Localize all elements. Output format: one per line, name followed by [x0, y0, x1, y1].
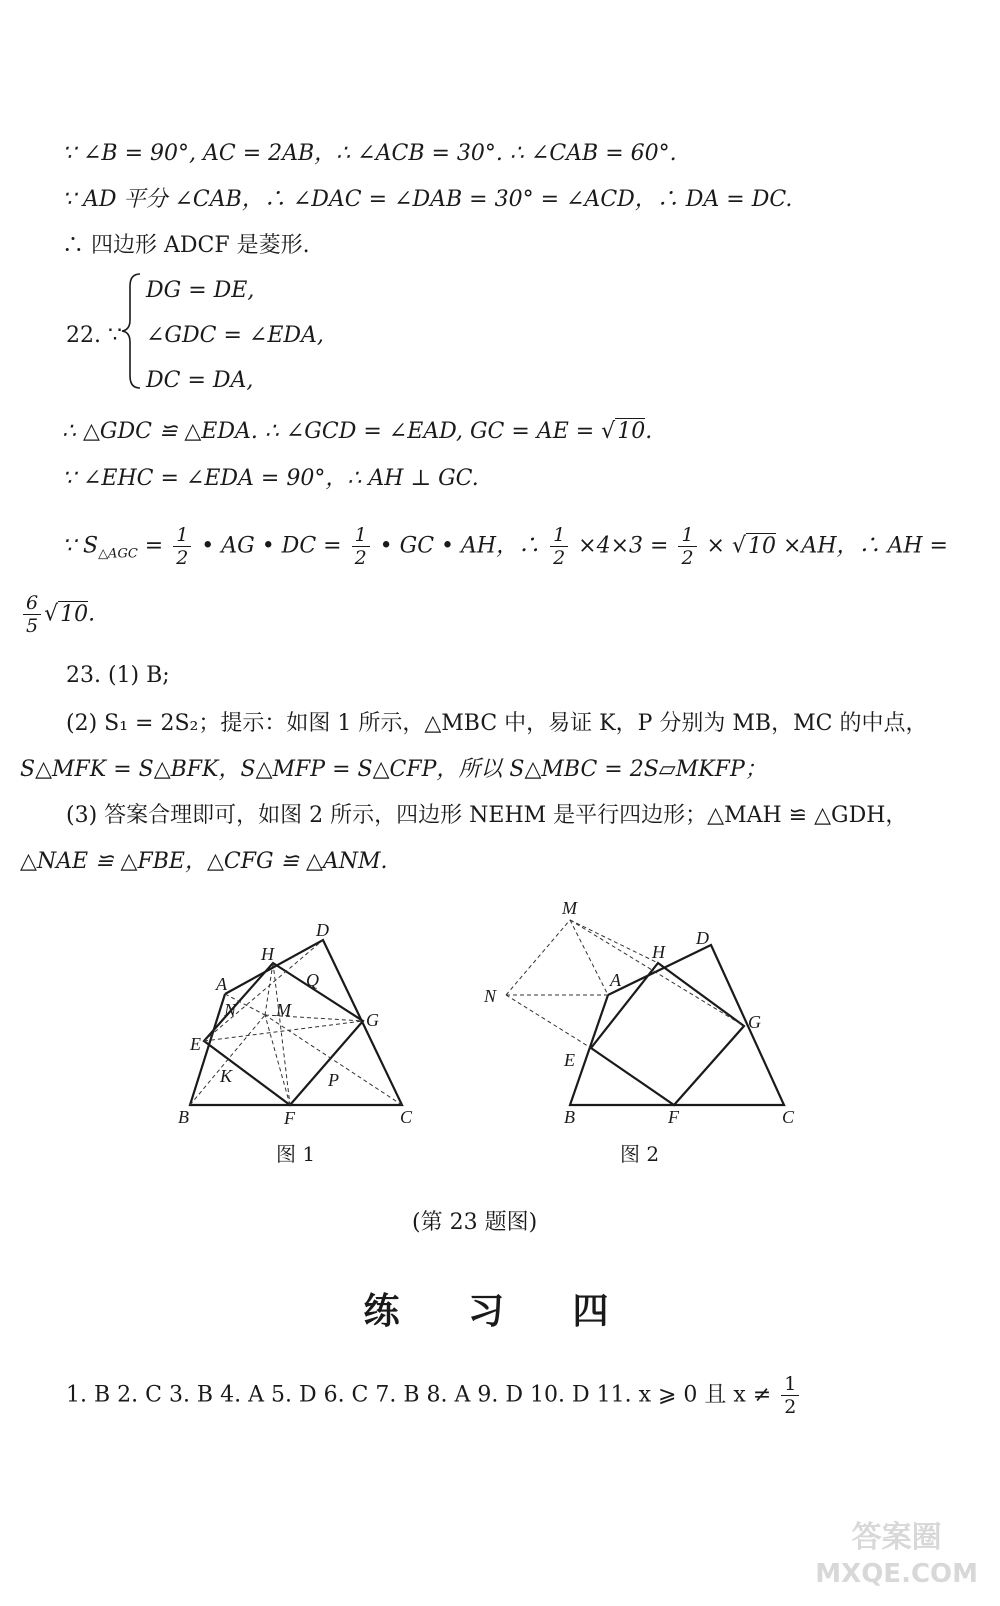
- figure-2-caption: 图 2: [620, 1142, 660, 1166]
- proof-line-6: [62, 524, 948, 569]
- proof-line-4: [62, 418, 652, 446]
- section-title: 练 习 四: [363, 1291, 637, 1332]
- sqrt-symbol-icon: √: [601, 419, 616, 444]
- line-end: .: [645, 419, 653, 444]
- fig2-label-B: B: [564, 1107, 575, 1127]
- answer-line: [66, 1373, 802, 1418]
- fig1-label-C: C: [400, 1107, 413, 1127]
- proof-line-2: ∵ AD 平分 ∠CAB，∴ ∠DAC = ∠DAB = 30° = ∠ACD，∴ DA = DC.: [62, 187, 793, 212]
- fig2-label-N: N: [484, 986, 497, 1006]
- q23-part-3-cont: △NAE ≌ △FBE，△CFG ≌ △ANM.: [20, 849, 388, 874]
- fraction-1: $\frac{1}{2}$: [173, 524, 191, 569]
- sqrt-symbol-icon: √: [44, 601, 59, 627]
- fig1-label-A: A: [216, 974, 227, 994]
- l6-part-b: =: [137, 533, 171, 559]
- q23-part-2: (2) S₁ = 2S₂；提示：如图 1 所示，△MBC 中，易证 K，P 分别为 MB，MC 的中点，: [66, 711, 928, 736]
- l6-part-g: ×AH，∴ AH =: [776, 533, 948, 559]
- l6-part-a: ∵ S: [62, 533, 99, 559]
- fig1-label-H: H: [261, 944, 274, 964]
- q22-condition-3: DC = DA,: [146, 368, 254, 393]
- fig2-label-A: A: [610, 970, 621, 990]
- sqrt-symbol-icon: √: [731, 533, 746, 559]
- sqrt-radicand: 10: [60, 601, 89, 627]
- l6-part-e: ×4×3 =: [571, 533, 676, 559]
- fig1-label-B: B: [178, 1107, 189, 1127]
- proof-line-5: ∵ ∠EHC = ∠EDA = 90°，∴ AH ⊥ GC.: [62, 466, 479, 491]
- fraction-4: $\frac{1}{2}$: [678, 524, 696, 569]
- proof-line-7: [20, 592, 95, 637]
- brace-icon: [118, 272, 144, 390]
- q22-condition-1: DG = DE,: [146, 278, 255, 303]
- fig2-label-C: C: [782, 1107, 795, 1127]
- q23-part-1: 23. (1) B;: [66, 663, 170, 688]
- l6-part-f: ×: [699, 533, 732, 559]
- fig1-label-E: E: [190, 1034, 201, 1054]
- fig1-label-D: D: [316, 920, 329, 940]
- fraction-6-5: $\frac{6}{5}$: [23, 592, 41, 637]
- fraction-3: $\frac{1}{2}$: [550, 524, 568, 569]
- l6-part-d: • GC • AH，∴: [372, 533, 548, 559]
- line-end: .: [88, 601, 96, 627]
- figure-group-caption: (第 23 题图): [412, 1210, 538, 1235]
- q23-part-3: (3) 答案合理即可，如图 2 所示，四边形 NEHM 是平行四边形；△MAH ≌ △GDH，: [66, 803, 908, 828]
- answer-fraction: $\frac{1}{2}$: [781, 1373, 799, 1418]
- fig1-label-M: M: [276, 1000, 291, 1020]
- fig1-label-P: P: [328, 1070, 339, 1090]
- l6-subscript: △AGC: [98, 546, 138, 562]
- watermark-logo: 答案圈 MXQE.COM: [815, 1520, 978, 1589]
- sqrt-radicand: 10: [617, 419, 646, 444]
- l6-part-c: • AG • DC =: [194, 533, 349, 559]
- figure-1-caption: 图 1: [276, 1142, 316, 1166]
- q23-part-2-cont: S△MFK = S△BFK，S△MFP = S△CFP，所以 S△MBC = 2S▱MKFP；: [20, 757, 767, 782]
- fig1-label-K: K: [220, 1066, 233, 1086]
- fig1-label-Q: Q: [306, 970, 319, 990]
- q22-label: 22. ∵: [66, 323, 122, 348]
- fig2-label-E: E: [564, 1050, 575, 1070]
- proof-line-4-text: ∴ △GDC ≌ △EDA. ∴ ∠GCD = ∠EAD, GC = AE =: [62, 419, 602, 444]
- q22-condition-2: ∠GDC = ∠EDA,: [146, 323, 324, 348]
- fig2-label-H: H: [652, 942, 665, 962]
- fig2-label-F: F: [668, 1107, 679, 1127]
- figure-2: [478, 890, 808, 1135]
- proof-line-1: ∵ ∠B = 90°, AC = 2AB，∴ ∠ACB = 30°. ∴ ∠CAB = 60°.: [62, 141, 677, 166]
- proof-line-3: ∴ 四边形 ADCF 是菱形.: [62, 233, 310, 258]
- fig2-label-D: D: [696, 928, 709, 948]
- fig1-label-N: N: [224, 1000, 237, 1020]
- fig1-label-G: G: [366, 1010, 379, 1030]
- figure-1: [170, 920, 430, 1135]
- fraction-2: $\frac{1}{2}$: [352, 524, 370, 569]
- fig1-label-F: F: [284, 1108, 295, 1128]
- fig2-label-M: M: [562, 898, 577, 918]
- answer-list: 1. B 2. C 3. B 4. A 5. D 6. C 7. B 8. A 9. D 10. D 11. x ⩾ 0 且 x ≠: [66, 1382, 779, 1408]
- fig2-label-G: G: [748, 1012, 761, 1032]
- sqrt-radicand: 10: [748, 533, 776, 559]
